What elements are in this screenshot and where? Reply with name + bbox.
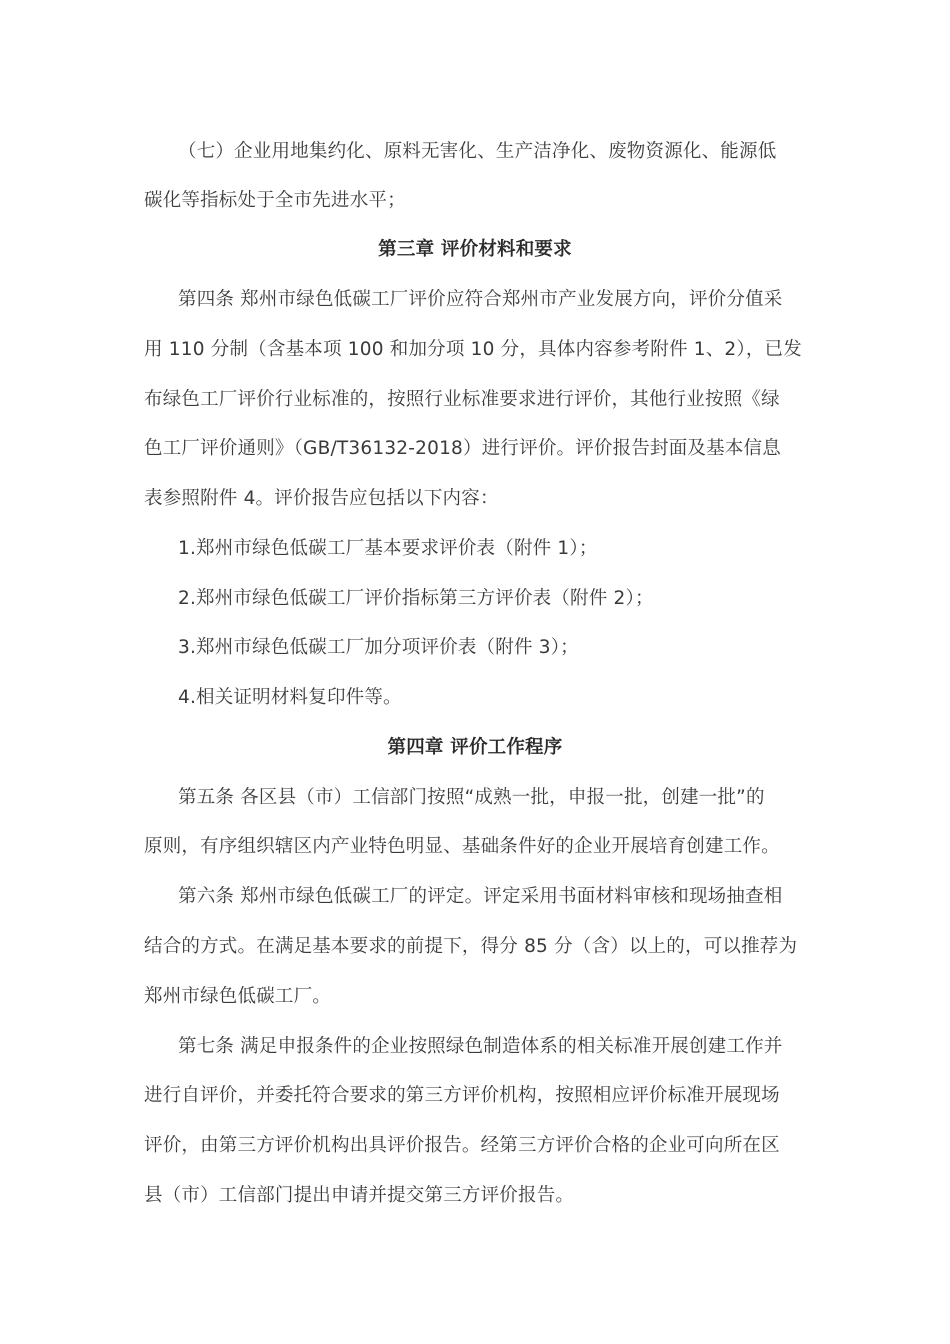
article-4-line-5: 表参照附件 4。评价报告应包括以下内容： bbox=[144, 488, 499, 509]
article-4-item-4: 4.相关证明材料复印件等。 bbox=[178, 687, 402, 708]
article-7-line-3: 评价，由第三方评价机构出具评价报告。经第三方评价合格的企业可向所在区 bbox=[144, 1135, 780, 1156]
paragraph-7-line-2: 碳化等指标处于全市先进水平； bbox=[144, 190, 406, 211]
article-6-line-1: 第六条 郑州市绿色低碳工厂的评定。评定采用书面材料审核和现场抽查相 bbox=[178, 886, 783, 907]
article-6-line-2: 结合的方式。在满足基本要求的前提下，得分 85 分（含）以上的，可以推荐为 bbox=[144, 936, 798, 957]
article-4-line-2: 用 110 分制（含基本项 100 和加分项 10 分，具体内容参考附件 1、2），已发 bbox=[144, 339, 802, 360]
article-4-item-3: 3.郑州市绿色低碳工厂加分项评价表（附件 3）； bbox=[178, 637, 579, 658]
article-4-item-2: 2.郑州市绿色低碳工厂评价指标第三方评价表（附件 2）； bbox=[178, 588, 654, 609]
article-4-line-4: 色工厂评价通则》（GB/T36132-2018）进行评价。评价报告封面及基本信息 bbox=[144, 438, 781, 459]
article-4-line-1: 第四条 郑州市绿色低碳工厂评价应符合郑州市产业发展方向，评价分值采 bbox=[178, 289, 783, 310]
chapter-3-title: 第三章 评价材料和要求 bbox=[378, 239, 572, 260]
paragraph-7-line-1: （七）企业用地集约化、原料无害化、生产洁净化、废物资源化、能源低 bbox=[178, 141, 777, 162]
article-6-line-3: 郑州市绿色低碳工厂。 bbox=[144, 986, 332, 1007]
article-7-line-2: 进行自评价，并委托符合要求的第三方评价机构，按照相应评价标准开展现场 bbox=[144, 1085, 780, 1106]
article-4-item-1: 1.郑州市绿色低碳工厂基本要求评价表（附件 1）； bbox=[178, 538, 598, 559]
article-5-line-1: 第五条 各区县（市）工信部门按照“成熟一批，申报一批，创建一批”的 bbox=[178, 787, 765, 808]
article-4-line-3: 布绿色工厂评价行业标准的，按照行业标准要求进行评价，其他行业按照《绿 bbox=[144, 389, 780, 410]
article-5-line-2: 原则，有序组织辖区内产业特色明显、基础条件好的企业开展培育创建工作。 bbox=[144, 836, 780, 857]
article-7-line-4: 县（市）工信部门提出申请并提交第三方评价报告。 bbox=[144, 1185, 575, 1206]
article-7-line-1: 第七条 满足申报条件的企业按照绿色制造体系的相关标准开展创建工作并 bbox=[178, 1036, 783, 1057]
chapter-4-title: 第四章 评价工作程序 bbox=[387, 737, 563, 758]
